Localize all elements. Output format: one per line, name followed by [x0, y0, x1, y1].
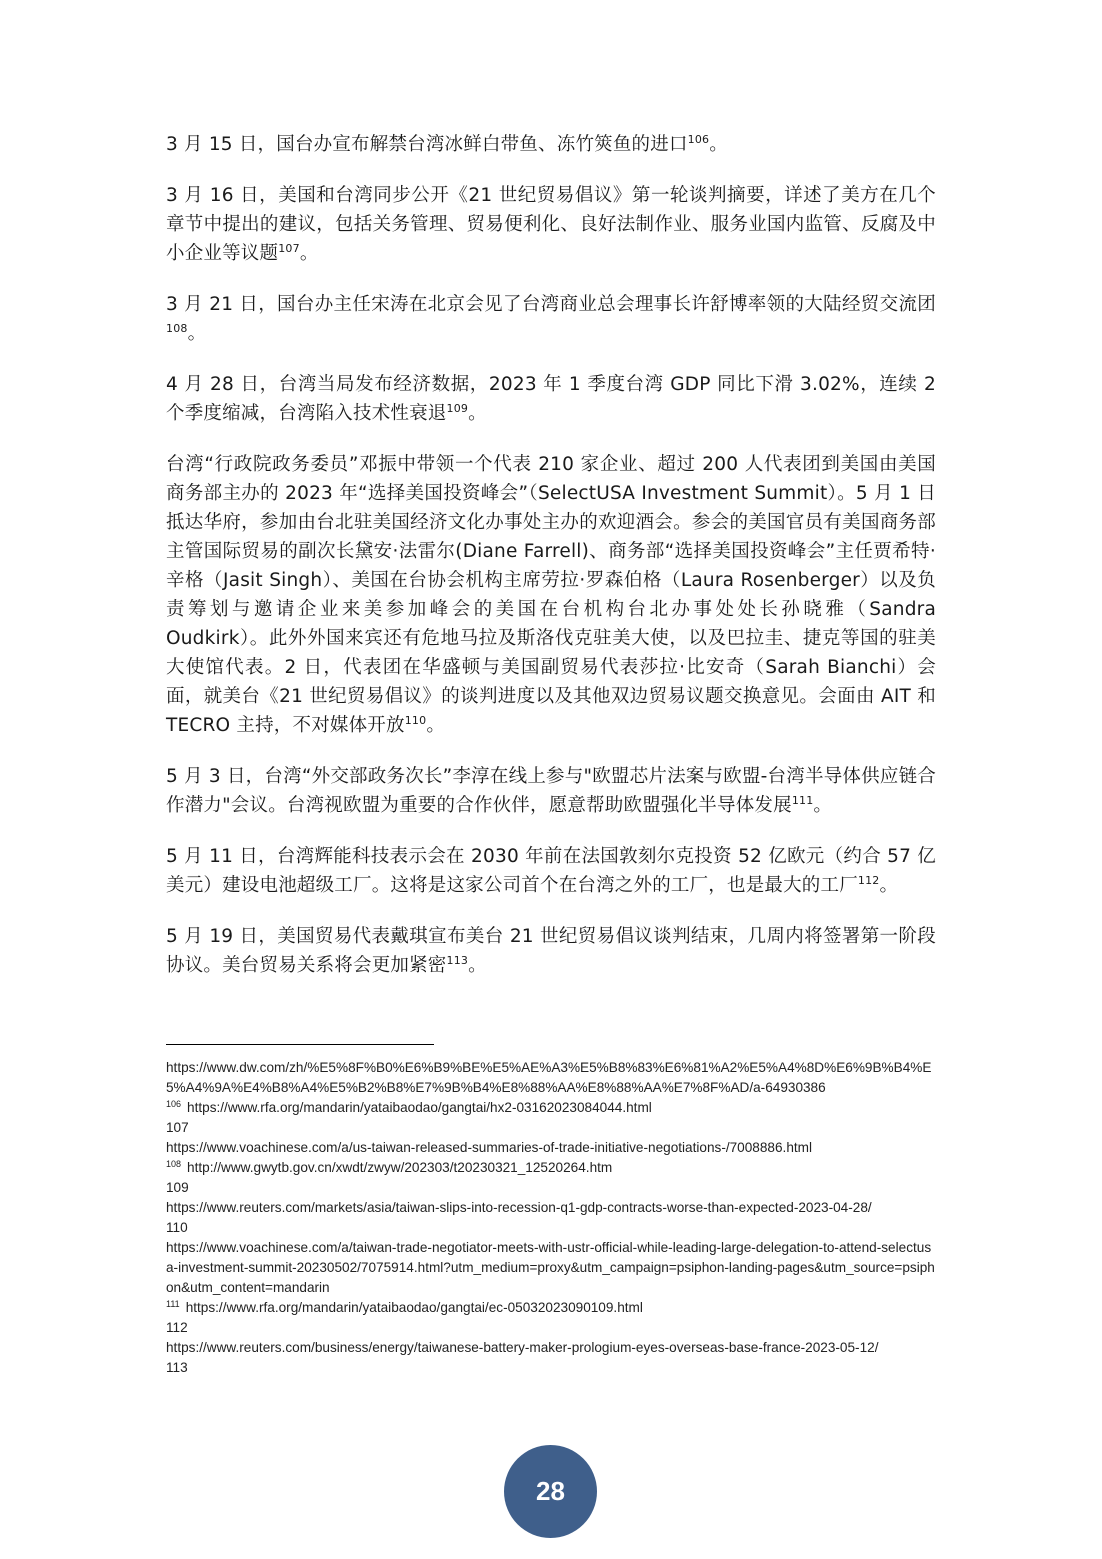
footnote-ref[interactable]: 112	[857, 874, 880, 887]
main-body	[166, 130, 936, 1002]
footnote-link[interactable]: https://www.reuters.com/business/energy/taiwanese-battery-maker-prologium-eyes-overseas-base-france-2023-05-12/	[166, 1340, 879, 1355]
footnote-ref[interactable]: 107	[278, 242, 300, 255]
paragraph-selectusa: 台湾“行政院政务委员”邓振中带领一个代表 210 家企业、超过 200 人代表团到美国由美国商务部主办的 2023 年“选择美国投资峰会”（SelectUSA Investment Summit）。5 月 1 日抵达华府，参加由台北驻美国经济文化办事处主办的欢迎酒会。参会的美国官员有美国商务部主管国际贸易的副次长黛安·法雷尔(Diane Farrell)、商务部“选择美国投资峰会”主任贾希特·辛格（Jasit Singh）、美国在台协会机构主席劳拉·罗森伯格（Laura Rosenberger）以及负责筹划与邀请企业来美参加峰会的美国在台机构台北办事处处长孙晓雅（Sandra Oudkirk）。此外外国来宾还有危地马拉及斯洛伐克驻美大使，以及巴拉圭、捷克等国的驻美大使馆代表。2 日，代表团在华盛顿与美国副贸易代表莎拉·比安奇（Sarah Bianchi）会面，就美台《21 世纪贸易倡议》的谈判进度以及其他双边贸易议题交换意见。会面由 AIT 和 TECRO 主持，不对媒体开放$^{110}$。	[166, 454, 936, 736]
footnote-link[interactable]: https://www.voachinese.com/a/taiwan-trade-negotiator-meets-with-ustr-official-while-leading-large-delegation-to-attend-selectusa-investment-summit-20230502/7075914.html?utm_medium=proxy&utm_campaign=psiphon-landing-pages&utm_source=psiphon&utm_content=mandarin	[166, 1240, 935, 1295]
footnote-109	[166, 1198, 938, 1218]
footnote-ref[interactable]: 113	[446, 954, 469, 967]
footnote-ref[interactable]: 108	[166, 322, 188, 335]
footnote-link[interactable]: https://www.rfa.org/mandarin/yataibaodao/gangtai/hx2-03162023084044.html	[187, 1100, 652, 1115]
paragraph-apr28: 4 月 28 日，台湾当局发布经济数据，2023 年 1 季度台湾 GDP 同比下滑 3.02%，连续 2 个季度缩减，台湾陷入技术性衰退$^{109}$。	[166, 374, 936, 424]
footnote-number: 111	[166, 1299, 180, 1309]
footnote-number: 110	[166, 1220, 188, 1235]
footnote-number: 107	[166, 1120, 189, 1135]
footnote-ref[interactable]: 111	[791, 794, 814, 807]
paragraph-may11: 5 月 11 日，台湾辉能科技表示会在 2030 年前在法国敦刻尔克投资 52 亿欧元（约合 57 亿美元）建设电池超级工厂。这将是这家公司首个在台湾之外的工厂，也是最大的工厂$^{112}$。	[166, 846, 936, 896]
footnote-108	[166, 1158, 938, 1178]
paragraph-mar15: 3 月 15 日，国台办宣布解禁台湾冰鲜白带鱼、冻竹筴鱼的进口$^{106}$。	[166, 133, 728, 155]
footnote-ref[interactable]: 109	[446, 402, 469, 415]
footnote-ref[interactable]: 110	[404, 714, 427, 727]
paragraph-mar16: 3 月 16 日，美国和台湾同步公开《21 世纪贸易倡议》第一轮谈判摘要，详述了美方在几个章节中提出的建议，包括关务管理、贸易便利化、良好法制作业、服务业国内监管、反腐及中小企业等议题$^{107}$。	[166, 185, 936, 264]
footnote-112	[166, 1338, 938, 1358]
footnote-link[interactable]: https://www.reuters.com/markets/asia/taiwan-slips-into-recession-q1-gdp-contracts-worse-than-expected-2023-04-28/	[166, 1200, 872, 1215]
footnote-106	[166, 1098, 938, 1118]
paragraph-may19: 5 月 19 日，美国贸易代表戴琪宣布美台 21 世纪贸易倡议谈判结束，几周内将签署第一阶段协议。美台贸易关系将会更加紧密$^{113}$。	[166, 926, 936, 976]
page-number: 28	[536, 1476, 565, 1506]
footnote-ref[interactable]: 106	[687, 133, 710, 146]
footnote-number: 106	[166, 1099, 182, 1109]
footnote-link[interactable]: https://www.rfa.org/mandarin/yataibaodao/gangtai/ec-05032023090109.html	[185, 1300, 643, 1315]
footnote-link[interactable]: https://www.voachinese.com/a/us-taiwan-released-summaries-of-trade-initiative-negotiations-/7008886.html	[166, 1140, 813, 1155]
footnote-number: 113	[166, 1360, 188, 1375]
footnote-107	[166, 1138, 938, 1158]
footnote-111	[166, 1298, 938, 1318]
paragraph-may3: 5 月 3 日，台湾“外交部政务次长”李淳在线上参与"欧盟芯片法案与欧盟-台湾半导体供应链合作潜力"会议。台湾视欧盟为重要的合作伙伴，愿意帮助欧盟强化半导体发展$^{111}$。	[166, 766, 936, 816]
footnote-link[interactable]: http://www.gwytb.gov.cn/xwdt/zwyw/202303/t20230321_12520264.htm	[187, 1160, 613, 1175]
footnotes	[166, 1058, 938, 1378]
footnote-number: 112	[166, 1320, 188, 1335]
page-number-badge	[504, 1445, 597, 1538]
footnote-number: 109	[166, 1180, 189, 1195]
footnote-105	[166, 1058, 938, 1098]
footnote-110	[166, 1238, 938, 1298]
footnote-link[interactable]: https://www.dw.com/zh/%E5%8F%B0%E6%B9%BE%E5%AE%A3%E5%B8%83%E6%81%A2%E5%A4%8D%E6%9B%B4%E5%A4%9A%E4%B8%A4%E5%B2%B8%E7%9B%B4%E8%88%AA%E8%88%AA%E7%8F%AD/a-64930386	[166, 1060, 932, 1095]
footnote-number: 108	[166, 1159, 182, 1169]
paragraph-mar21: 3 月 21 日，国台办主任宋涛在北京会见了台湾商业总会理事长许舒博率领的大陆经贸交流团$^{108}$。	[166, 294, 936, 344]
footnote-separator	[166, 1044, 434, 1045]
